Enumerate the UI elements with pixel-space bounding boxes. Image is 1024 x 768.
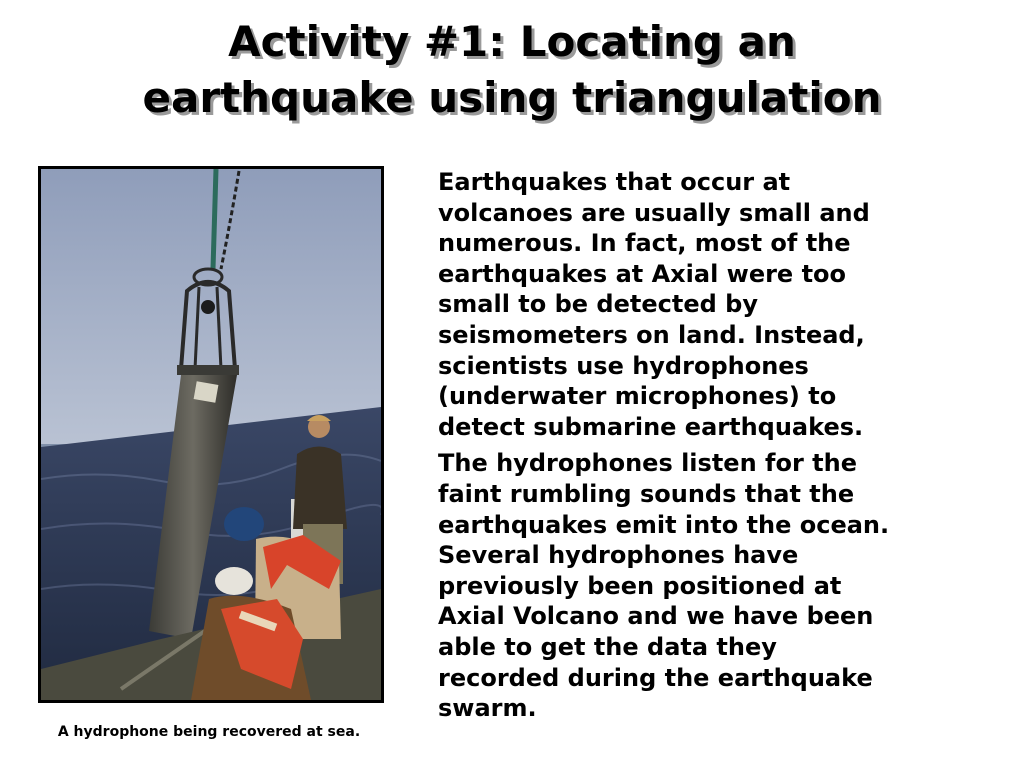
- slide-title-line-1: Activity #1: Locating an: [228, 17, 796, 66]
- photo-caption: A hydrophone being recovered at sea.: [57, 724, 361, 740]
- hydrophone-label: [194, 381, 219, 403]
- hydrophone-photo: [38, 166, 384, 703]
- paragraph-1: Earthquakes that occur at volcanoes are usually small and numerous. In fact, most of the earthquakes at Axial were too small to be detected by seismometers on land. Instead, scientists use hydrophones (underwater microphones) to detect submarine earthquakes.: [438, 168, 870, 441]
- slide-title: [0, 14, 1024, 126]
- hydrophone-photo-illustration: [41, 169, 381, 700]
- body-text: [438, 167, 986, 724]
- slide-title-line-2: earthquake using triangulation: [142, 73, 882, 122]
- cable: [213, 169, 216, 269]
- paragraph-2: The hydrophones listen for the faint rumbling sounds that the earthquakes emit into the ocean. Several hydrophones have previously been positioned at Axial Volcano and we have been able to get the data they recorded during the earthquake swarm.: [438, 449, 890, 723]
